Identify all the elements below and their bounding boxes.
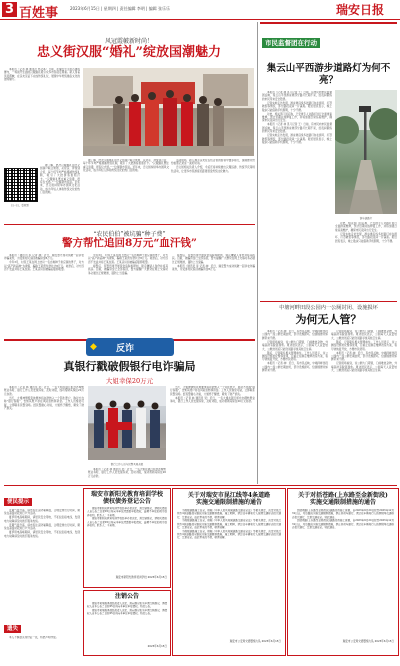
page-number: 3 <box>2 2 17 17</box>
community-para-2: 记者现场看到，该公厕大门紧锁，门前堆放杂物，外墙瓷砖有脱落现象。周边居民表示，公园每天人流量较大，公厕封闭后只能绕远路寻找其他卫生间。 <box>262 340 328 351</box>
police-kicker: “农民伯伯”被坑骗“种子费” <box>93 231 166 238</box>
park-lamp-photo <box>335 90 397 214</box>
telecom-para-1b: 本报讯（记者 林 通讯员 吴）近日，一名大姐在银行柜台办理转账业务时，银行工作人员发现异常，及时劝阻，成功帮助其保住20万元存款。 <box>88 468 166 478</box>
lost-tag: 遗失 <box>4 625 21 633</box>
notice-kunjiang-text: 为保障道路施工安全，根据《中华人民共和国道路交通安全法》等相关规定，决定对昆江线等4条道路部分路段实施交通限制措施。施工期间，请过往车辆和行人按照交通标志指示通行，注意安全。由此带来的不便，敬请谅解。 <box>177 509 281 519</box>
hanfu-para-2b: 据了解，此次汉服婚礼由忠义街商户联合策划，从迎亲、拜堂到合卺，每个环节均严格遵循传统礼制，吸引了大批游客拍照打卡。“汉服婚礼既庄重又浪漫，很有仪式感。”一位围观市民说。近年来，忠义街持续举办国风文化活动，成为年轻人体验传统文化的热门目的地。 <box>40 164 80 195</box>
hanfu-para-2: 据了解，此次汉服婚礼由忠义街商户联合策划，从迎亲、拜堂到合卺，每个环节均严格遵循传统礼制，吸引了大批游客拍照打卡。“汉服婚礼既庄重又浪漫，很有仪式感。”一位围观市民说。近年来，忠义街持续举办国风文化活动，成为年轻人体验传统文化的热门目的地。 <box>83 159 169 173</box>
telecom-body-col1 <box>4 386 84 484</box>
notice-school-text-2: 瑞安市新阳光教育培训学校经举办者决定，拟注销登记，请相关债权人自公告之日起45日内向本单位清算组申报债权，逾期不申报的视为放弃权利。联系人：王老师。 <box>87 517 167 527</box>
park-scene-illustration <box>335 90 397 214</box>
police-para-2b: 今年3月，村民王某在网上结识一名自称种子供应商的男子，对方以“高产新品种”为诱饵，骗取王某预付款共计8万元。收款后，对方迟迟不发货并将王某拉黑。王某意识到被骗后随即报警。 <box>88 254 168 264</box>
notice-kuocang-text-2: 因括苍路(上东路至金新街段)道路改造施工需要，自2023年6月20日起至2023年12月31日止，对该路段实施交通限制措施，禁止机动车通行。请过往车辆和行人按照现场交通标志指示通行，注意交通安全。特此通告。 <box>292 519 394 529</box>
park-para-2b: 记者实地走访发现，游步道沿线多处路灯存在损坏、灯罩破裂等情况，部分路段夜间一片漆黑。附近居民表示，晚上散步只能借助手机照明，十分不便。 <box>262 134 332 145</box>
notice-kuocang-sign: 瑞安市公安局交通警察大队 2023年6月15日 <box>342 640 394 643</box>
brief-1: 近期气温升高，请市民注意防暑降温，合理安排出行时间，避免在高温时段进行户外活动。 <box>4 509 80 516</box>
notice-school-sign: 瑞安市新阳光教育培训学校 2023年6月15日 <box>115 576 167 579</box>
anti-fraud-banner <box>86 338 174 356</box>
park-para-2: 记者实地走访发现，游步道沿线多处路灯存在损坏、灯罩破裂等情况，部分路段夜间一片漆黑。附近居民表示，晚上散步只能借助手机照明，十分不便。 <box>262 101 332 112</box>
dateline: 2023年6月15日 | 星期四 | 责任编辑 李明 | 编辑 张乐乐 <box>70 6 171 11</box>
divider <box>260 22 397 24</box>
community-para-2b: 记者现场看到，该公厕大门紧锁，门前堆放杂物，外墙瓷砖有脱落现象。周边居民表示，公园每天人流量较大，公厕封闭后只能绕远路寻找其他卫生间。 <box>331 330 397 340</box>
lost-body <box>4 636 80 666</box>
police-para-1: 本报讯（通讯员 李 记者 林）近日，瑞安警方成功侦破一起涉农诈骗案件，为受害村民追回被骗资金8万元。 <box>4 254 84 261</box>
park-para-1b: 本报讯（记者 林 见习记者 王）日前，有市民向市民监督团反映，集云山平西游步道部分路灯长期不亮，给夜间锻炼的市民带来安全隐患。 <box>262 123 332 134</box>
notice-kuocang-text: 因括苍路(上东路至金新街段)道路改造施工需要，自2023年6月20日起至2023年12月31日止，对该路段实施交通限制措施，禁止机动车通行。请过往车辆和行人按照现场交通标志指示通行，注意交通安全。特此通告。 <box>292 509 394 519</box>
hanfu-para-1: 本报讯（记者 林 通讯员 郑文革）日前，在瑞安忠义街古建筑群内，一场别开生面的汉服婚礼吸引众多市民驻足观看。新人身着凤冠霞帔，在亲友见证下完成传统礼仪，展现中华传统婚俗文化的独特魅力。 <box>4 68 80 82</box>
police-body-col3 <box>172 254 255 338</box>
park-photo-caption: 游步道路灯 <box>359 217 373 220</box>
community-body-col1 <box>262 330 328 484</box>
notice-cancel-headline: 注销公告 <box>114 593 139 600</box>
newspaper-logo: 瑞安日报 <box>336 3 385 17</box>
hanfu-kicker: 风冠霞帔新时尚！ <box>104 38 153 45</box>
notice-kunjiang-body <box>177 509 281 639</box>
park-para-3b: 对此，相关部门回应称，已安排专人对路灯进行全面排查维修，预计近期完成修复工作，并将加强日常巡查维护，确保市民夜间出行安全。 <box>335 222 397 232</box>
hanfu-body-col2 <box>83 159 169 219</box>
notice-kunjiang-box <box>172 488 286 656</box>
police-body-col1 <box>4 254 84 338</box>
notice-cancel-text: 瑞安市某某服务部经投资人决定，拟向登记机关申请注销登记，请债权人自本公告之日起45日内向本单位申报债权。特此公告。 <box>87 602 167 609</box>
notice-kunjiang-sign: 瑞安市公安局交通警察大队 2023年6月15日 <box>229 640 281 643</box>
telecom-para-1: 本报讯（记者 林 通讯员 吴）近日，一名大姐在银行柜台办理转账业务时，银行工作人员发现异常，及时劝阻，成功帮助其保住20万元存款。 <box>4 386 84 396</box>
park-para-3: 对此，相关部门回应称，已安排专人对路灯进行全面排查维修，预计近期完成修复工作，并将加强日常巡查维护，确保市民夜间出行安全。 <box>262 112 332 123</box>
community-para-3b: 随后，记者联系相关管理单位。工作人员表示，该公厕因设施老化暂停使用，目前正在制定维修改造方案，将尽快恢复开放，方便市民使用。 <box>331 340 397 351</box>
briefs-tag: 便民提示 <box>4 498 32 506</box>
shield-icon: ◆ <box>90 342 97 352</box>
police-body-col2 <box>88 254 168 338</box>
park-body-col2 <box>335 222 397 302</box>
community-headline: 为何无人管？ <box>295 313 362 326</box>
wedding-scene-illustration <box>83 68 254 156</box>
community-para-1: 本报讯（记者 林）近日，有市民反映，中塘河畔田段公园内一座公厕长期封闭，部分设施损坏，给游园群众如厕带来不便。 <box>262 330 328 340</box>
hanfu-wedding-photo <box>83 68 254 156</box>
mid-para-1: 活动现场，新人携手亲友在古色古香的街巷中缓步前行，围观群众纷纷拍照记录这一美好时刻。 <box>171 159 255 166</box>
police-headline: 警方帮忙追回8万元“血汗钱” <box>62 237 197 249</box>
park-headline: 集云山平西游步道路灯为何不亮？ <box>266 63 391 86</box>
notice-cancel-box <box>83 590 171 656</box>
hanfu-headline: 忠义街汉服“婚礼”绽放国潮魅力 <box>37 45 221 60</box>
mid-para-2: 忠义街相关负责人介绍，今后还将持续推出汉服巡游、传统节庆等特色活动，让更多市民游客近距离感受传统文化魅力。 <box>171 166 255 173</box>
video-qr-code[interactable] <box>4 168 38 202</box>
briefs-column <box>4 488 80 656</box>
notice-kunjiang-text-2: 为保障道路施工安全，根据《中华人民共和国道路交通安全法》等相关规定，决定对昆江线等4条道路部分路段实施交通限制措施。施工期间，请过往车辆和行人按照交通标志指示通行，注意安全。由此带来的不便，敬请谅解。 <box>177 519 281 529</box>
notice-school-text: 瑞安市新阳光教育培训学校经举办者决定，拟注销登记，请相关债权人自公告之日起45日内向本单位清算组申报债权，逾期不申报的视为放弃权利。联系人：王老师。 <box>87 507 167 517</box>
notice-kuocang-subhead: 实施交通限制措施的通告 <box>309 499 376 506</box>
community-para-1c: 本报讯（记者 林）近日，有市民反映，中塘河畔田段公园内一座公厕长期封闭，部分设施损坏，给游园群众如厕带来不便。 <box>331 351 397 362</box>
notice-kunjiang-subhead: 实施交通限制措施的通告 <box>195 499 262 506</box>
notice-kuocang-box <box>287 488 399 656</box>
notice-school-headline: 瑞安市新阳光教育培训学校 <box>90 491 163 498</box>
notice-school-body <box>87 507 167 575</box>
notice-cancel-body <box>87 602 167 644</box>
telecom-subhead: 大姐幸保20万元 <box>105 377 154 385</box>
police-para-2: 今年3月，村民王某在网上结识一名自称种子供应商的男子，对方以“高产新品种”为诱饵，骗取王某预付款共计8万元。收款后，对方迟迟不发货并将王某拉黑。王某意识到被骗后随即报警。 <box>4 261 84 272</box>
notice-kuocang-body <box>292 509 394 639</box>
mid-column-text <box>171 159 255 219</box>
community-body-col2 <box>331 330 397 484</box>
notice-cancel-sign: 2023年6月15日 <box>147 645 167 648</box>
brief-2: 夏季用电高峰期间，请居民安全用电，不私拉乱接电线，发现电力故障请及时拨打服务热线。 <box>4 516 80 523</box>
briefs-body <box>4 509 80 615</box>
police-para-3b: 接警后，民警迅速开展资金追踪和研判，锁定嫌疑人身份并将其抓获。目前，被骗资金已全部追回，警方提醒广大群众在网上交易时务必通过正规渠道，谨防上当受骗。 <box>172 254 255 264</box>
hanfu-body-col1b <box>40 164 80 214</box>
qr-caption: 扫一扫，看视频 <box>11 204 29 207</box>
park-body-col1 <box>262 91 332 299</box>
divider <box>260 301 397 302</box>
section-title: 百姓事 <box>19 6 59 21</box>
bank-counter-photo <box>88 386 166 460</box>
anti-fraud-tag: 反诈 <box>116 344 135 354</box>
community-kicker: 中塘河畔田段公园内一公厕封闭、设施损坏 <box>279 305 378 311</box>
telecom-para-2: 当天，大姐神情慌张地要求将存款转入一个陌生账户，称对方自称“银行客服”，告知其账户存在风险需转移资金。工作人员察觉可疑，立即联系民警到场。经民警耐心劝说，大姐终于醒悟，避免了财产损失。 <box>4 396 84 411</box>
column-divider <box>257 22 258 484</box>
notice-kuocang-headline: 关于对括苍路(上东路至金新街段) <box>298 492 388 499</box>
police-para-1b: 本报讯（通讯员 李 记者 林）近日，瑞安警方成功侦破一起涉农诈骗案件，为受害村民追回被骗资金8万元。 <box>172 264 255 272</box>
brief-1b: 近期气温升高，请市民注意防暑降温，合理安排出行时间，避免在高温时段进行户外活动。 <box>4 523 80 531</box>
telecom-para-1c: 本报讯（记者 林 通讯员 吴）近日，一名大姐在银行柜台办理转账业务时，银行工作人员发现异常，及时劝阻，成功帮助其保住20万元存款。 <box>170 396 255 404</box>
divider <box>4 224 255 225</box>
park-para-1: 本报讯（记者 林 见习记者 王）日前，有市民向市民监督团反映，集云山平西游步道部分路灯长期不亮，给夜间锻炼的市民带来安全隐患。 <box>262 91 332 101</box>
citizen-supervision-tag: 市民监督团在行动 <box>262 38 320 48</box>
hanfu-body-col1 <box>4 68 80 140</box>
community-para-1b: 本报讯（记者 林）近日，有市民反映，中塘河畔田段公园内一座公厕长期封闭，部分设施损坏，给游园群众如厕带来不便。 <box>262 362 328 373</box>
notice-school-box <box>83 488 171 588</box>
telecom-body-col3 <box>170 386 255 484</box>
divider <box>4 485 397 486</box>
telecom-photo-caption: 银行工作人员与民警共同劝阻 <box>110 463 144 466</box>
brief-2b: 夏季用电高峰期间，请居民安全用电，不私拉乱接电线，发现电力故障请及时拨打服务热线。 <box>4 531 80 538</box>
community-para-2c: 记者现场看到，该公厕大门紧锁，门前堆放杂物，外墙瓷砖有脱落现象。周边居民表示，公园每天人流量较大，公厕封闭后只能绕远路寻找其他卫生间。 <box>331 362 397 373</box>
park-para-2c: 记者实地走访发现，游步道沿线多处路灯存在损坏、灯罩破裂等情况，部分路段夜间一片漆黑。附近居民表示，晚上散步只能借助手机照明，十分不便。 <box>335 232 397 243</box>
notice-school-subhead: 债权债务登记公告 <box>102 498 151 505</box>
notice-kunjiang-text-3: 为保障道路施工安全，根据《中华人民共和国道路交通安全法》等相关规定，决定对昆江线等4条道路部分路段实施交通限制措施。施工期间，请过往车辆和行人按照交通标志指示通行，注意安全。由此带来的不便，敬请谅解。 <box>177 529 281 540</box>
notice-kunjiang-headline: 关于对瑞安市昆江线等4条道路 <box>187 492 271 499</box>
notice-cancel-text-2: 瑞安市某某服务部经投资人决定，拟向登记机关申请注销登记，请债权人自本公告之日起45日内向本单位申报债权。特此公告。 <box>87 609 167 616</box>
telecom-body-col2 <box>88 468 166 484</box>
bank-scene-illustration <box>88 386 166 460</box>
telecom-para-2b: 当天，大姐神情慌张地要求将存款转入一个陌生账户，称对方自称“银行客服”，告知其账户存在风险需转移资金。工作人员察觉可疑，立即联系民警到场。经民警耐心劝说，大姐终于醒悟，避免了财产损失。 <box>170 386 255 396</box>
police-para-3: 接警后，民警迅速开展资金追踪和研判，锁定嫌疑人身份并将其抓获。目前，被骗资金已全部追回，警方提醒广大群众在网上交易时务必通过正规渠道，谨防上当受骗。 <box>88 264 168 275</box>
telecom-headline: 真银行戳破假银行电诈骗局 <box>63 360 196 373</box>
lost-text: 本人不慎遗失身份证一张，特此声明作废。 <box>9 636 59 639</box>
community-para-3: 随后，记者联系相关管理单位。工作人员表示，该公厕因设施老化暂停使用，目前正在制定维修改造方案，将尽快恢复开放，方便市民使用。 <box>262 351 328 362</box>
